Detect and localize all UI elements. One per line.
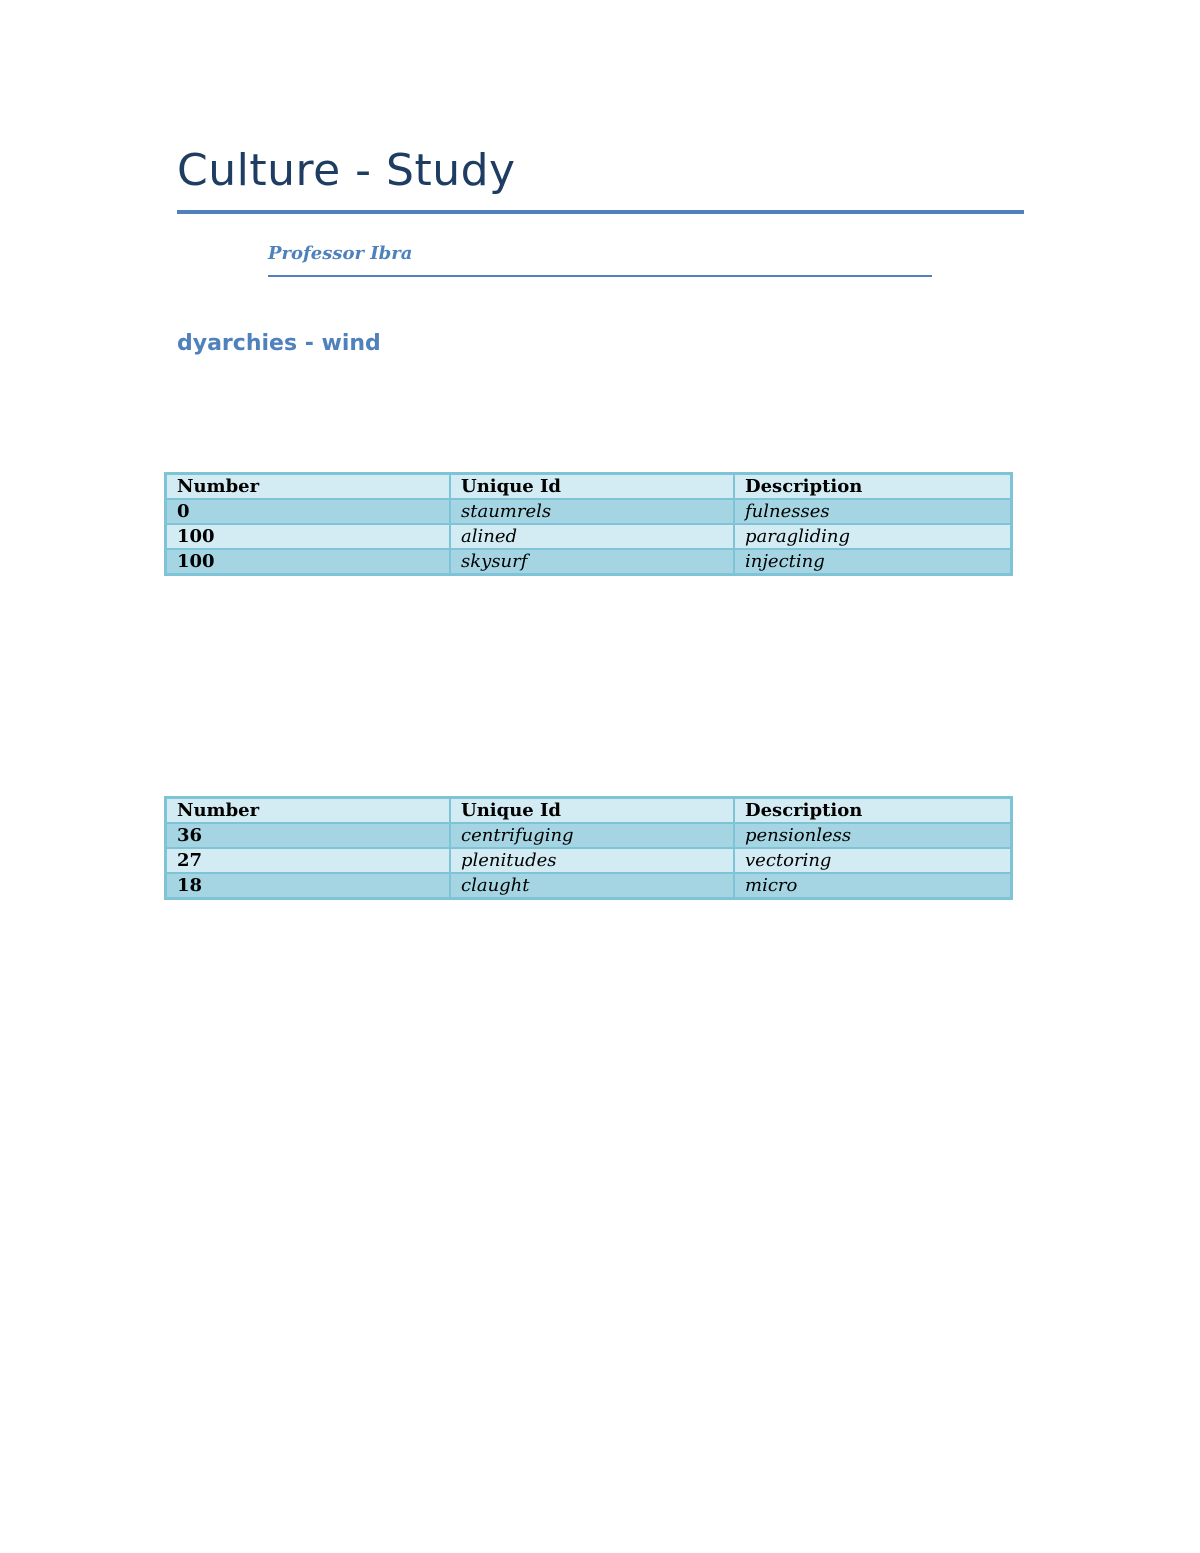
document-author: Professor Ibra (268, 243, 413, 264)
section-heading: dyarchies - wind (177, 331, 381, 356)
author-divider (268, 275, 932, 277)
header-cell-description: Description (734, 474, 1012, 500)
data-table-2 (164, 796, 1013, 900)
table-header-row (166, 798, 1012, 824)
table-row (166, 549, 1012, 575)
document-title: Culture - Study (177, 145, 516, 196)
title-divider (177, 210, 1024, 214)
data-table-1 (164, 472, 1013, 576)
header-cell-unique-id: Unique Id (450, 474, 734, 500)
table-row (166, 524, 1012, 549)
cell-description: paragliding (734, 524, 1012, 549)
cell-unique-id: claught (450, 873, 734, 899)
cell-description: micro (734, 873, 1012, 899)
cell-unique-id: staumrels (450, 499, 734, 524)
header-cell-number: Number (166, 798, 451, 824)
table-row (166, 499, 1012, 524)
header-cell-description: Description (734, 798, 1012, 824)
cell-number: 100 (166, 549, 451, 575)
table-header-row (166, 474, 1012, 500)
cell-unique-id: centrifuging (450, 823, 734, 848)
table-row (166, 873, 1012, 899)
header-cell-unique-id: Unique Id (450, 798, 734, 824)
cell-number: 27 (166, 848, 451, 873)
cell-description: fulnesses (734, 499, 1012, 524)
header-cell-number: Number (166, 474, 451, 500)
cell-number: 18 (166, 873, 451, 899)
cell-unique-id: skysurf (450, 549, 734, 575)
table-row (166, 848, 1012, 873)
cell-description: pensionless (734, 823, 1012, 848)
cell-unique-id: plenitudes (450, 848, 734, 873)
cell-unique-id: alined (450, 524, 734, 549)
cell-number: 0 (166, 499, 451, 524)
cell-description: vectoring (734, 848, 1012, 873)
cell-number: 100 (166, 524, 451, 549)
cell-number: 36 (166, 823, 451, 848)
cell-description: injecting (734, 549, 1012, 575)
table-row (166, 823, 1012, 848)
